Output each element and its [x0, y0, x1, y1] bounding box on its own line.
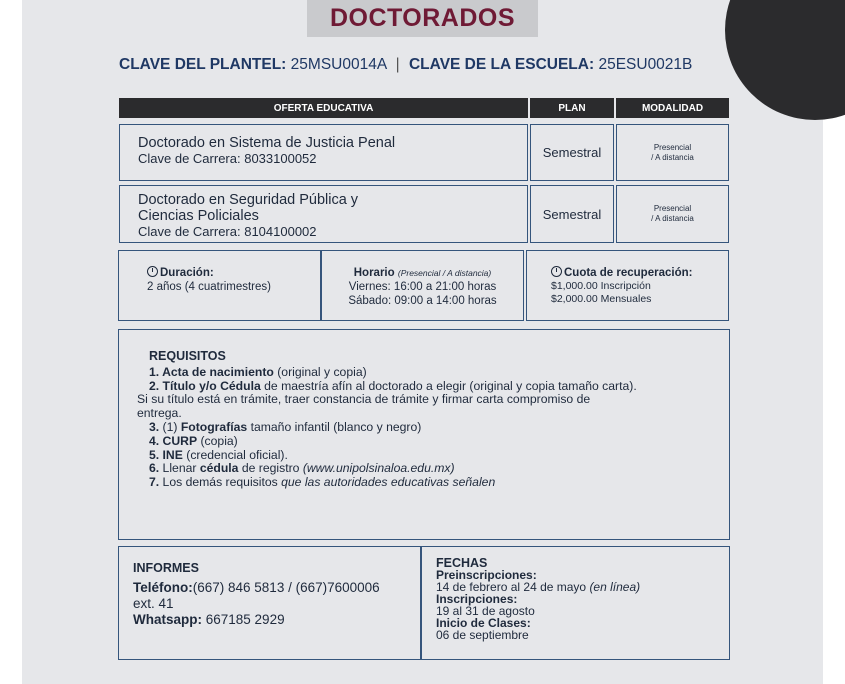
- duracion-box: [118, 250, 321, 321]
- modalidad-cell-1: [616, 124, 729, 181]
- requisito-1: 1. Acta de nacimiento (original y copia): [149, 364, 367, 379]
- title-banner: [307, 0, 538, 37]
- inscripciones-value: 19 al 31 de agosto: [436, 604, 535, 618]
- requisito-6: 6. Llenar cédula de registro (www.unipolsinaloa.edu.mx): [149, 461, 455, 476]
- informes-title: INFORMES: [133, 561, 199, 575]
- requisito-2-cont-2: entrega.: [137, 406, 182, 421]
- header-oferta: [119, 98, 528, 118]
- clock-icon: [147, 266, 158, 277]
- plantel-label: CLAVE DEL PLANTEL:: [119, 56, 287, 73]
- program-name: Doctorado en Sistema de Justicia Penal: [138, 135, 396, 151]
- inscripciones-label: Inscripciones:: [436, 592, 518, 606]
- inicio-value: 06 de septiembre: [436, 628, 529, 642]
- cuota-box: [526, 250, 729, 321]
- header-plan-label: PLAN: [558, 102, 586, 114]
- modalidad-cell-2: [616, 185, 729, 243]
- requisitos-box: [118, 329, 730, 540]
- fechas-box: [421, 546, 730, 660]
- telefono-ext: ext. 41: [133, 596, 174, 611]
- plan-cell-1: [530, 124, 614, 181]
- preinscripciones-label: Preinscripciones:: [436, 568, 537, 582]
- program-row-2: [119, 185, 528, 243]
- whatsapp-line: Whatsapp: 667185 2929: [133, 612, 285, 627]
- header-modalidad: [616, 98, 729, 118]
- modalidad-line-2: / A distancia: [651, 152, 694, 162]
- page-title: DOCTORADOS: [329, 4, 516, 32]
- requisito-2: 2. Título y/o Cédula de maestría afín al doctorado a elegir (original y copia tamaño carta).: [149, 378, 637, 393]
- program-name-line-1: Doctorado en Seguridad Pública y: [138, 192, 359, 208]
- website-link[interactable]: (www.unipolsinaloa.edu.mx): [302, 461, 455, 476]
- duracion-label: Duración:: [160, 267, 214, 279]
- requisito-2-cont-1: Si su título está en trámite, traer constancia de trámite y firmar carta compromiso de: [137, 392, 591, 407]
- telefono-line: Teléfono:(667) 846 5813 / (667)7600006: [133, 580, 380, 595]
- horario-line-1: Viernes: 16:00 a 21:00 horas: [348, 281, 497, 293]
- plan-value: Semestral: [542, 206, 602, 222]
- program-clave: Clave de Carrera: 8104100002: [138, 224, 317, 239]
- informes-box: [118, 546, 421, 660]
- inicio-label: Inicio de Clases:: [436, 616, 531, 630]
- program-row-1: [119, 124, 528, 181]
- requisito-5: 5. INE (credencial oficial).: [149, 447, 288, 462]
- escuela-value: 25ESU0021B: [598, 56, 693, 73]
- modalidad-line-2: / A distancia: [651, 214, 694, 223]
- header-oferta-label: OFERTA EDUCATIVA: [273, 102, 374, 114]
- fechas-title: FECHAS: [436, 556, 488, 570]
- requisito-4: 4. CURP (copia): [149, 433, 238, 448]
- header-modalidad-label: MODALIDAD: [641, 102, 704, 114]
- cuota-line-2: $2,000.00 Mensuales: [551, 293, 652, 305]
- cuota-label: Cuota de recuperación:: [564, 267, 693, 279]
- claves-separator: |: [395, 56, 400, 73]
- preinscripciones-value: 14 de febrero al 24 de mayo (en línea): [436, 580, 641, 594]
- modalidad-line-1: Presencial: [653, 142, 692, 152]
- duracion-value: 2 años (4 cuatrimestres): [147, 281, 271, 293]
- requisito-7: 7. Los demás requisitos que las autoridades educativas señalen: [149, 475, 496, 490]
- requisito-3: 3. (1) Fotografías tamaño infantil (blanco y negro): [149, 419, 422, 434]
- header-plan: [530, 98, 614, 118]
- horario-label: Horario: [353, 267, 395, 279]
- horario-line-2: Sábado: 09:00 a 14:00 horas: [348, 295, 497, 307]
- program-name-line-2: Ciencias Policiales: [138, 208, 259, 224]
- plantel-value: 25MSU0014A: [290, 56, 387, 73]
- clock-icon: [551, 266, 562, 277]
- modalidad-line-1: Presencial: [653, 204, 692, 213]
- escuela-label: CLAVE DE LA ESCUELA:: [408, 56, 595, 73]
- cuota-line-1: $1,000.00 Inscripción: [551, 280, 651, 292]
- horario-note: (Presencial / A distancia): [397, 268, 492, 278]
- requisitos-title: REQUISITOS: [149, 349, 226, 363]
- horario-box: [321, 250, 524, 321]
- plan-cell-2: [530, 185, 614, 243]
- plan-value: Semestral: [542, 145, 602, 160]
- claves-line: [119, 56, 739, 74]
- program-clave: Clave de Carrera: 8033100052: [138, 151, 317, 166]
- telefono-value[interactable]: (667) 846 5813 / (667)7600006: [192, 580, 380, 595]
- whatsapp-value[interactable]: 667185 2929: [202, 612, 285, 627]
